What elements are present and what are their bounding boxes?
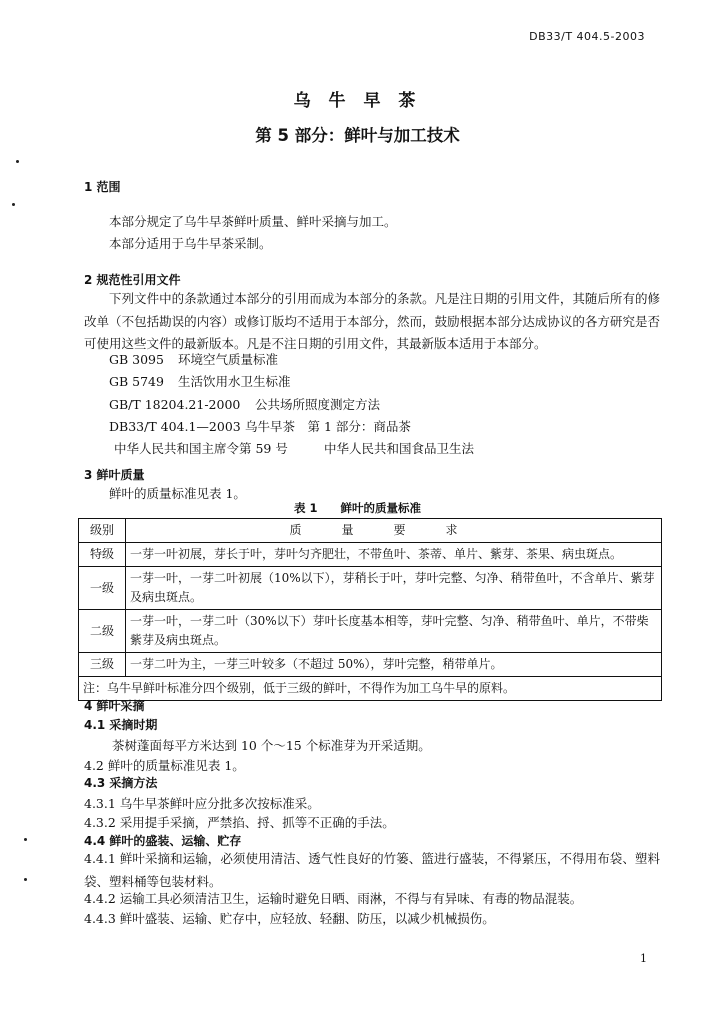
requirement-cell: 一芽一叶初展，芽长于叶，芽叶匀齐肥壮，不带鱼叶、茶蒂、单片、紫芽、茶果、病虫斑点。 [126,543,662,567]
reference-code: GB 5749 [109,374,164,389]
document-title: 乌 牛 早 茶 [293,91,422,111]
reference-code: DB33/T 404.1—2003 [109,419,241,434]
section-4-1-text: 茶树蓬面每平方米达到 10 个～15 个标准芽为开采适期。 [112,738,431,753]
section-4-3-2-text: 4.3.2 采用提手采摘，严禁掐、捋、抓等不正确的手法。 [84,815,395,830]
document-subtitle: 第 5 部分：鲜叶与加工技术 [255,126,460,145]
reference-item [109,417,411,435]
table-header-row [79,519,662,543]
reference-item [109,395,380,413]
table-row [79,543,662,567]
standard-code: DB33/T 404.5-2003 [529,30,645,43]
section-4-4-1-text: 4.4.1 鲜叶采摘和运输，必须使用清洁、透气性良好的竹篓、篮进行盛装，不得紧压，不得用布袋、塑料袋、塑料桶等包装材料。 [84,851,660,889]
section-4-heading: 4 鲜叶采摘 [84,699,145,713]
grade-cell: 三级 [79,653,126,677]
reference-code: GB/T 18204.21-2000 [109,397,241,412]
section-4-4-heading: 4.4 鲜叶的盛装、运输、贮存 [84,834,242,848]
reference-name: 乌牛早茶 第 1 部分：商品茶 [245,419,411,434]
section-4-4-3-text: 4.4.3 鲜叶盛装、运输、贮存中，应轻放、轻翻、防压，以减少机械损伤。 [84,911,495,926]
requirement-cell: 一芽一叶，一芽二叶初展（10%以下），芽稍长于叶，芽叶完整、匀净、稍带鱼叶，不含单片、紫芽及病虫斑点。 [126,567,662,610]
table-note-row [79,677,662,701]
table-row [79,653,662,677]
scan-speck [16,160,19,163]
reference-name: 中华人民共和国食品卫生法 [324,441,475,456]
table-note: 注：乌牛早鲜叶标准分四个级别，低于三级的鲜叶，不得作为加工乌牛早的原料。 [79,677,662,701]
quality-standard-table [78,518,662,701]
reference-item [114,439,474,457]
reference-item [109,372,291,390]
section-3-line: 鲜叶的质量标准见表 1。 [109,486,246,501]
grade-cell: 二级 [79,610,126,653]
table-row [79,610,662,653]
reference-name: 公共场所照度测定方法 [255,397,381,412]
section-4-2-text: 4.2 鲜叶的质量标准见表 1。 [84,758,245,773]
reference-item [109,350,278,368]
reference-name: 生活饮用水卫生标准 [178,374,291,389]
table-1-caption: 表 1 鲜叶的质量标准 [293,501,421,515]
reference-code: 中华人民共和国主席令第 59 号 [114,441,288,456]
section-3-heading: 3 鲜叶质量 [84,468,145,482]
section-1-line-1: 本部分规定了乌牛早茶鲜叶质量、鲜叶采摘与加工。 [109,214,397,229]
grade-cell: 一级 [79,567,126,610]
section-4-4-2-text: 4.4.2 运输工具必须清洁卫生，运输时避免日晒、雨淋，不得与有异味、有毒的物品混装。 [84,891,583,906]
section-2-heading: 2 规范性引用文件 [84,273,181,287]
reference-name: 环境空气质量标准 [178,352,279,367]
section-4-1-heading: 4.1 采摘时期 [84,718,158,732]
reference-code: GB 3095 [109,352,164,367]
section-4-3-heading: 4.3 采摘方法 [84,776,158,790]
requirement-column-header: 质量要求 [126,519,662,543]
scan-speck [24,838,27,841]
grade-cell: 特级 [79,543,126,567]
section-1-line-2: 本部分适用于乌牛早茶采制。 [109,236,272,251]
page-number: 1 [640,952,647,965]
section-2-paragraph: 下列文件中的条款通过本部分的引用而成为本部分的条款。凡是注日期的引用文件，其随后所有的修改单（不包括勘误的内容）或修订版均不适用于本部分，然而，鼓励根据本部分达成协议的各方研究是否可使用这些文件的最新版本。凡是不注日期的引用文件，其最新版本适用于本部分。 [84,291,660,351]
table-row [79,567,662,610]
section-4-3-1-text: 4.3.1 乌牛早茶鲜叶应分批多次按标准采。 [84,796,320,811]
scan-speck [24,878,27,881]
scan-speck [12,203,15,206]
requirement-cell: 一芽一叶，一芽二叶（30%以下）芽叶长度基本相等，芽叶完整、匀净、稍带鱼叶、单片，不带柴紫芽及病虫斑点。 [126,610,662,653]
grade-column-header: 级别 [79,519,126,543]
section-1-heading: 1 范围 [84,180,121,194]
requirement-cell: 一芽二叶为主，一芽三叶较多（不超过 50%），芽叶完整，稍带单片。 [126,653,662,677]
